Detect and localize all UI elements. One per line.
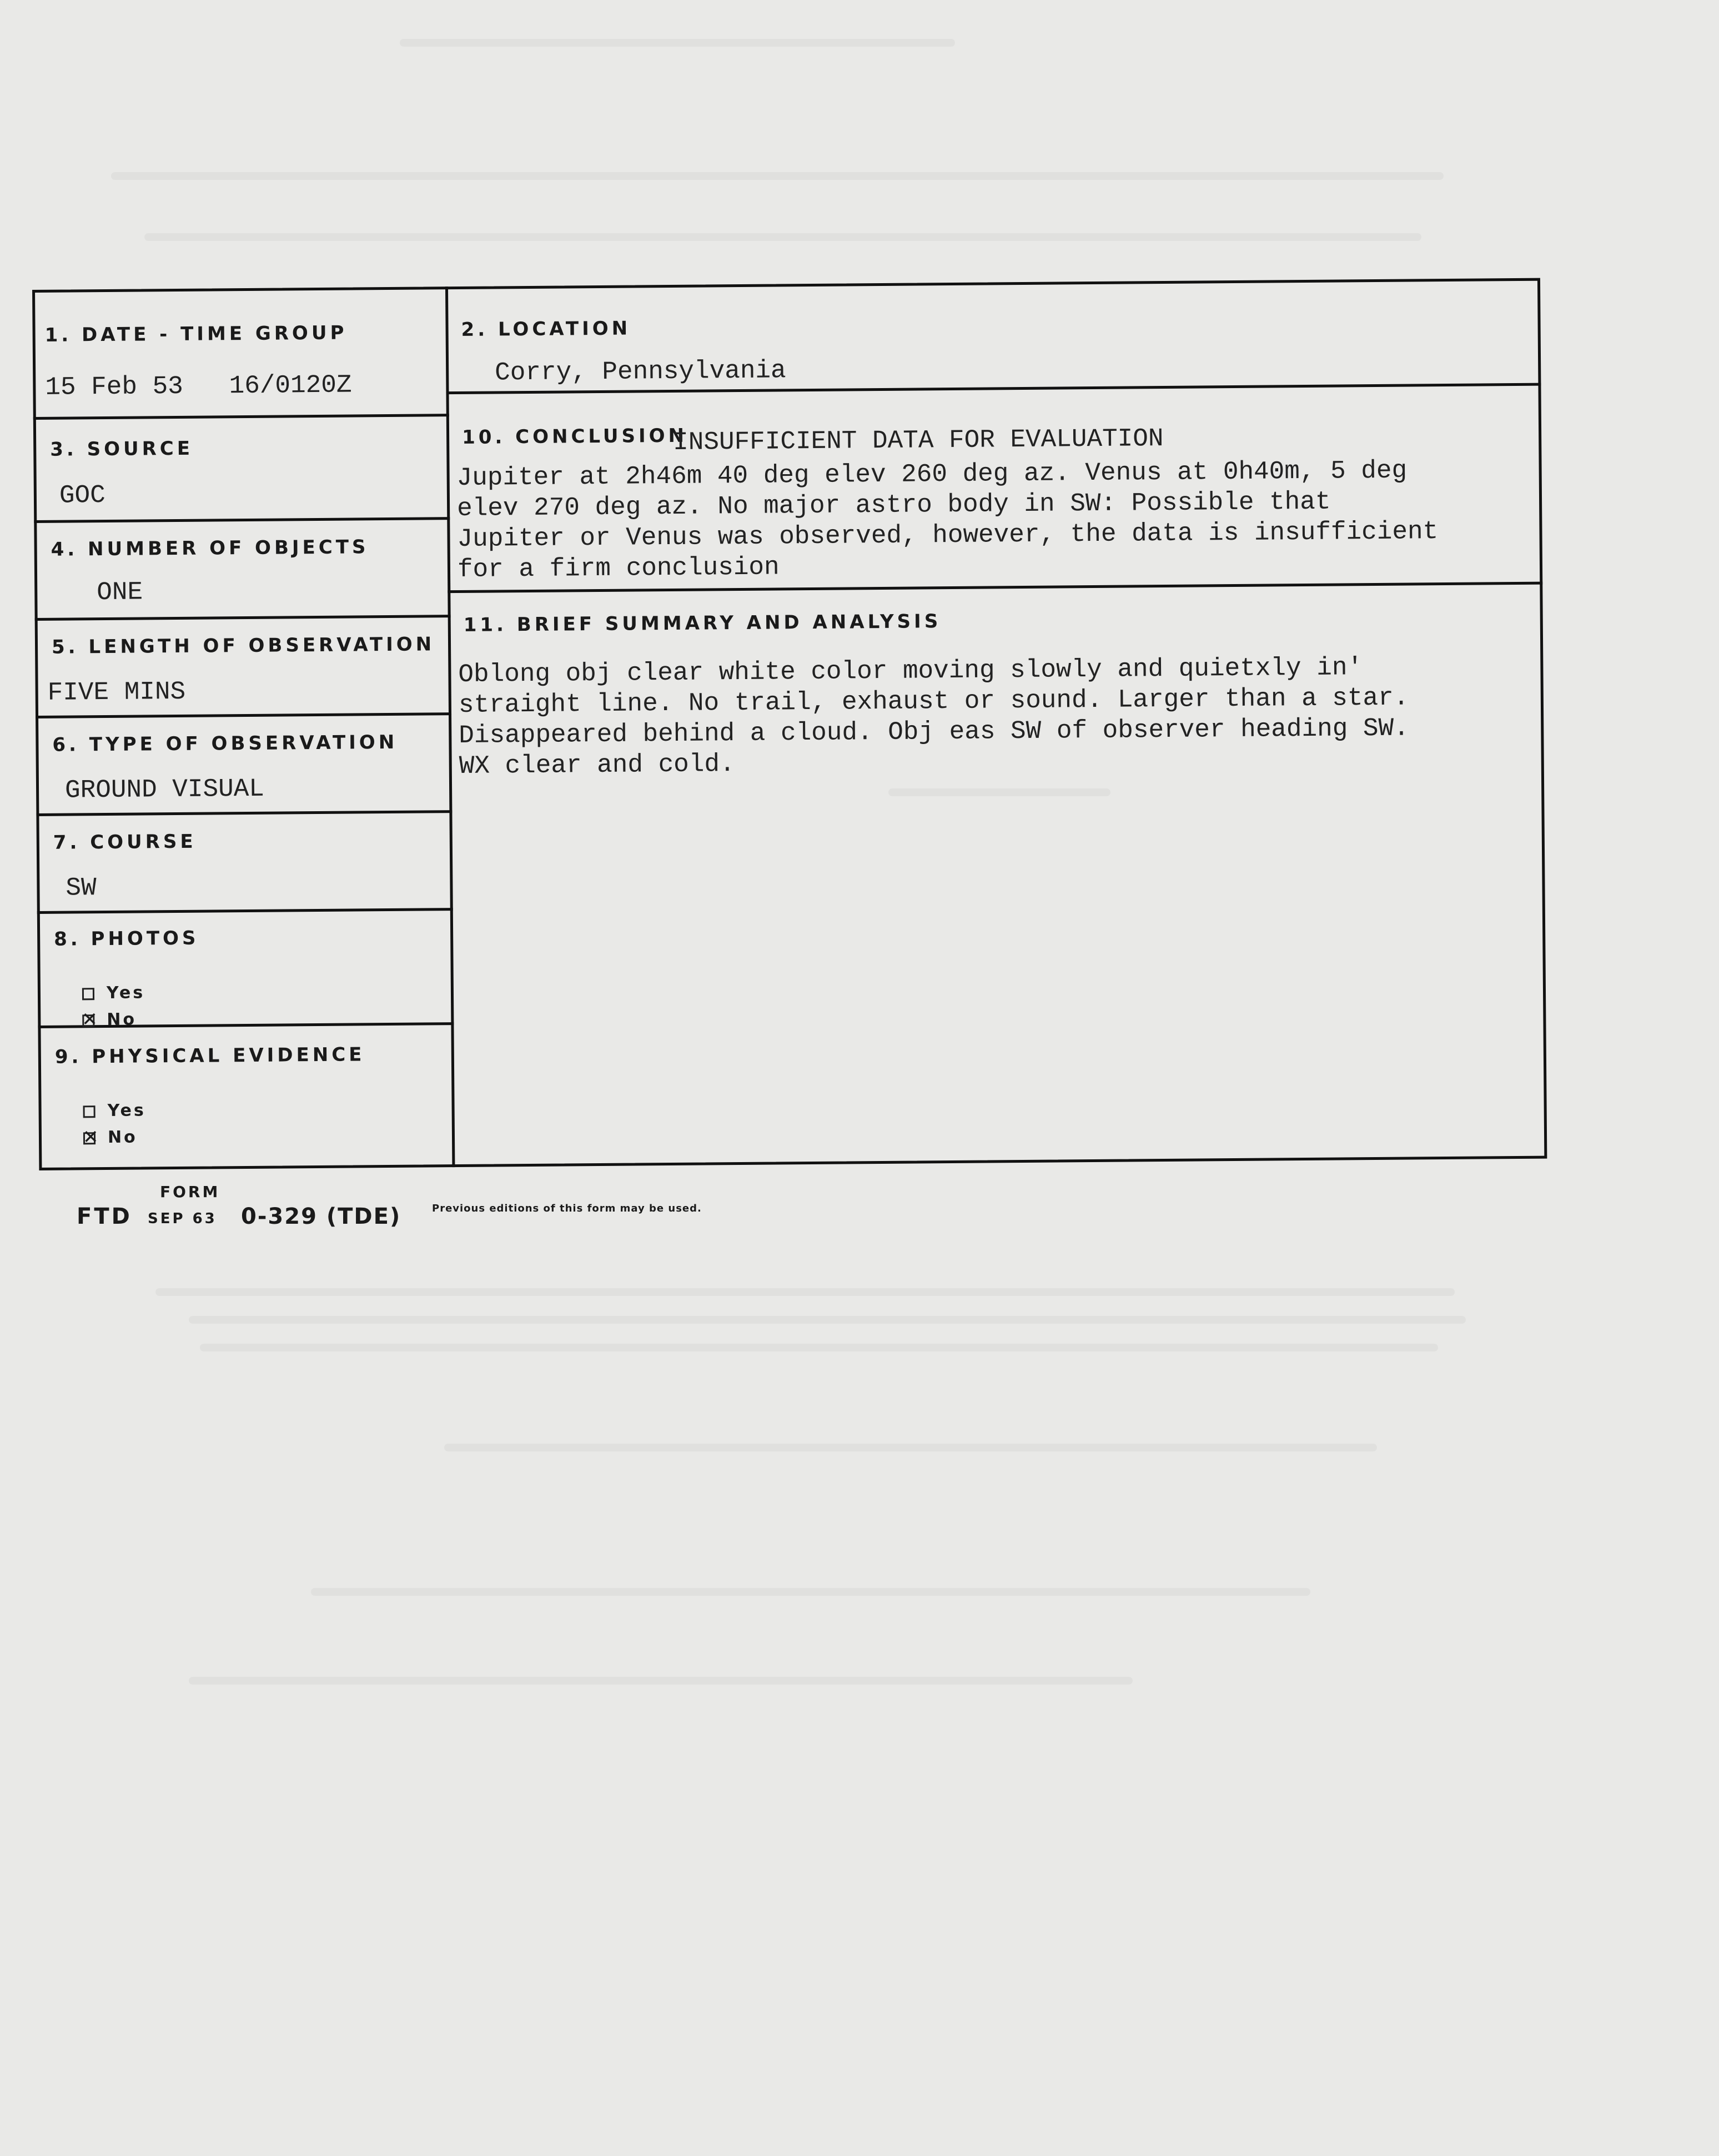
length-of-observation-value: FIVE MINS <box>47 677 186 707</box>
location-label: 2. LOCATION <box>461 317 631 341</box>
source-value: GOC <box>59 480 105 510</box>
physical-evidence-yes-option[interactable] <box>83 1100 145 1120</box>
physical-evidence-yes-checkbox[interactable] <box>83 1105 96 1118</box>
date-time-group-label: 1. DATE - TIME GROUP <box>44 321 348 346</box>
number-of-objects-value: ONE <box>97 577 143 607</box>
project-record-card <box>32 278 1549 1173</box>
physical-evidence-no-label: No <box>107 1127 138 1147</box>
photos-label: 8. PHOTOS <box>54 927 199 951</box>
photos-yes-label: Yes <box>106 983 145 1003</box>
conclusion-label: 10. CONCLUSION <box>461 424 688 449</box>
footer-note: Previous editions of this form may be used. <box>432 1203 702 1214</box>
conclusion-text: Jupiter at 2h46m 40 deg elev 260 deg az. Venus at 0h40m, 5 deg elev 270 deg az. No major astro body in SW: Possible that Jupiter or Venus was observed, however, the data is insufficient for a firm conclusion <box>456 456 1439 584</box>
conclusion-heading: INSUFFICIENT DATA FOR EVALUATION <box>672 424 1164 457</box>
length-of-observation-label: 5. LENGTH OF OBSERVATION <box>51 633 435 659</box>
photos-yes-option[interactable] <box>82 983 145 1003</box>
course-value: SW <box>66 873 97 903</box>
physical-evidence-no-checkbox[interactable] <box>83 1132 96 1144</box>
physical-evidence-yes-label: Yes <box>107 1100 146 1120</box>
number-of-objects-label: 4. NUMBER OF OBJECTS <box>51 536 369 561</box>
summary-label: 11. BRIEF SUMMARY AND ANALYSIS <box>463 610 942 636</box>
location-value: Corry, Pennsylvania <box>494 356 786 388</box>
course-label: 7. COURSE <box>53 830 197 854</box>
date-time-group-value: 15 Feb 53 16/0120Z <box>45 370 352 402</box>
photos-yes-checkbox[interactable] <box>82 988 94 1000</box>
photos-no-option[interactable] <box>82 1010 137 1030</box>
footer-form-number: 0-329 (TDE) <box>241 1204 401 1229</box>
photos-no-checkbox[interactable] <box>82 1014 94 1027</box>
type-of-observation-value: GROUND VISUAL <box>64 774 265 805</box>
physical-evidence-no-option[interactable] <box>83 1128 138 1148</box>
footer-ftd: FTD <box>77 1204 132 1229</box>
footer-date: SEP 63 <box>148 1210 217 1227</box>
source-label: 3. SOURCE <box>50 437 194 461</box>
type-of-observation-label: 6. TYPE OF OBSERVATION <box>52 731 398 756</box>
summary-text: Oblong obj clear white color moving slowly and quietxly in' straight line. No trail, exhaust or sound. Larger than a star. Disappeared behind a cloud. Obj eas SW of observer heading SW. WX clear and cold. <box>458 653 1409 781</box>
photos-no-label: No <box>107 1009 137 1029</box>
physical-evidence-label: 9. PHYSICAL EVIDENCE <box>54 1043 365 1068</box>
footer-form-word: FORM <box>160 1183 220 1201</box>
